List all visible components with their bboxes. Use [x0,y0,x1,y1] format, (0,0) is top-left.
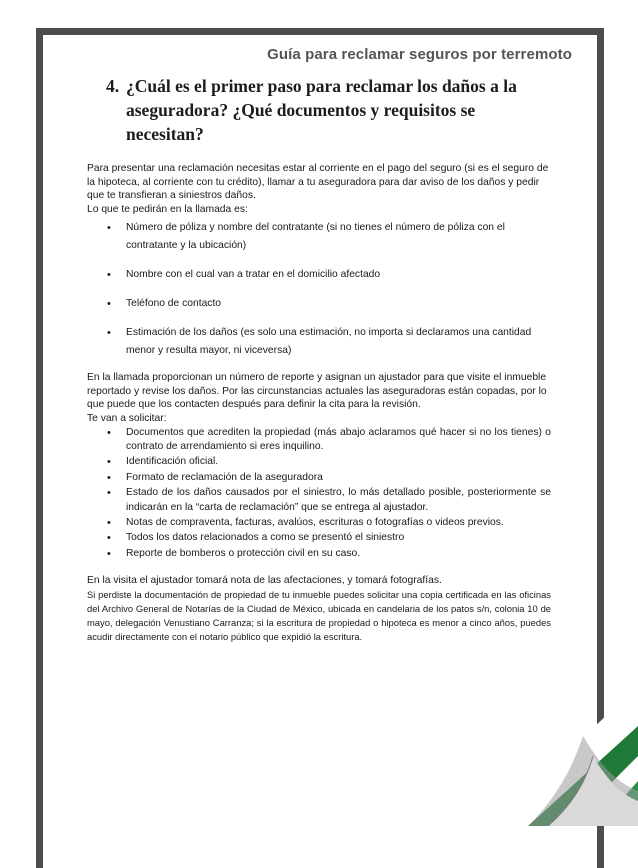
list-item: • Estado de los daños causados por el siniestro, lo más detallado posible, posteriormente se indicarán en la “carta de reclamación” que se entrega al ajustador. [87,486,551,515]
request-items-list [87,426,551,562]
content-body [87,162,551,644]
list-item: • Todos los datos relacionados a como se presentó el siniestro [87,531,551,545]
request-label: Te van a solicitar: [87,412,167,424]
list-item: • Teléfono de contacto [87,295,551,313]
page-curl-decoration [488,686,638,826]
call-items-list [87,219,551,360]
section-heading [106,74,546,146]
list-item: • Estimación de los daños (es solo una estimación, no importa si declaramos una cantidad menor y resulta mayor, ni viceversa) [87,324,551,360]
section-number: 4. [106,76,120,96]
intro-paragraph: Para presentar una reclamación necesitas estar al corriente en el pago del seguro (si es el seguro de la hipoteca, al corriente con tu crédito), llamar a tu aseguradora para dar aviso de los daños y pedir que te transfieran a siniestros daños. [87,163,549,202]
visit-paragraph: En la visita el ajustador tomará nota de las afectaciones, y tomará fotografías. [87,575,442,587]
call-label: Lo que te pedirán en la llamada es: [87,204,248,216]
list-item: • Número de póliza y nombre del contratante (si no tienes el número de póliza con el contratante y la ubicación) [87,219,551,255]
list-item: • Formato de reclamación de la aseguradora [87,471,551,485]
list-item: • Identificación oficial. [87,455,551,469]
list-item: • Documentos que acrediten la propiedad (más abajo aclaramos qué hacer si no los tienes) o contrato de arrendamiento si eres inquilino. [87,426,551,455]
after-call-paragraph: En la llamada proporcionan un número de reporte y asignan un ajustador para que visite el inmueble reportado y revise los daños. Por las circunstancias actuales las aseguradoras están copadas, por lo que puede que los contacten después para definir la cita para la revisión. [87,371,547,411]
documentation-note: Si perdiste la documentación de propiedad de tu inmueble puedes solicitar una copia certificada en las oficinas del Archivo General de Notarías de la Ciudad de México, ubicada en candelaria de los patos s/n, colonia 10 de mayo, delegación Venustiano Carranza; si la escritura de propiedad o hipoteca es menor a cinco años, puedes acudir directamente con el notario público que expidió la escritura. [87,588,551,642]
list-item: • Notas de compraventa, facturas, avalúos, escrituras o fotografías o videos previos. [87,516,551,530]
list-item: • Reporte de bomberos o protección civil en su caso. [87,547,551,561]
guide-title: Guía para reclamar seguros por terremoto [267,46,572,63]
list-item: • Nombre con el cual van a tratar en el domicilio afectado [87,266,551,284]
section-title: ¿Cuál es el primer paso para reclamar los daños a la aseguradora? ¿Qué documentos y requisitos se necesitan? [126,76,517,144]
